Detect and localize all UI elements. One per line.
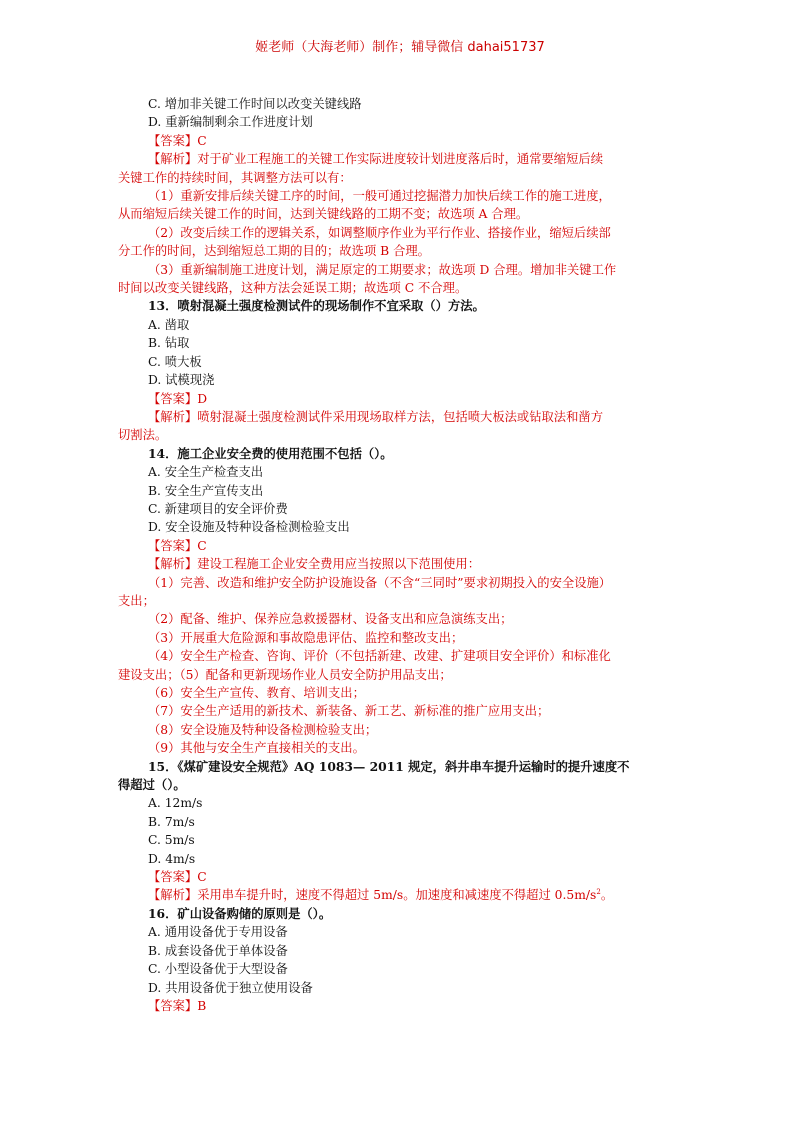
q15-explanation-line	[118, 886, 688, 904]
q13-option-b: B. 钻取	[148, 336, 190, 351]
q12-option-c: C. 增加非关键工作时间以改变关键线路	[148, 97, 362, 111]
q16-answer: 【答案】B	[148, 998, 207, 1013]
q14-explanation-line: （7）安全生产适用的新技术、新装备、新工艺、新标准的推广应用支出；	[148, 704, 550, 719]
q16-stem: 16．矿山设备购储的原则是（）。	[148, 905, 332, 921]
q13-explanation-line: 切割法。	[118, 428, 168, 443]
q12-explanation-line: 【解析】对于矿业工程施工的关键工作实际进度较计划进度落后时，通常要缩短后续	[148, 152, 603, 167]
q12-explanation-line: 分工作的时间，达到缩短总工期的目的；故选项 B 合理。	[118, 244, 430, 259]
q14-explanation-line: （8）安全设施及特种设备检测检验支出；	[148, 722, 378, 737]
q15-explanation-end: 。	[600, 888, 614, 903]
q15-option-b: B. 7m/s	[148, 814, 195, 829]
q15-explanation-text: 【解析】采用串车提升时，速度不得超过 5m/s。加速度和减速度不得超过 0.5m/s	[148, 888, 597, 903]
q15-stem: 15．《煤矿建设安全规范》AQ 1083— 2011 规定，斜井串车提升运输时的提升速度不	[148, 758, 630, 774]
q14-option-d: D. 安全设施及特种设备检测检验支出	[148, 520, 350, 535]
q13-option-a: A. 凿取	[148, 317, 190, 332]
q12-explanation-line: （3）重新编制施工进度计划，满足原定的工期要求；故选项 D 合理。增加非关键工作	[148, 262, 617, 277]
q14-explanation-line: （4）安全生产检查、咨询、评价（不包括新建、改建、扩建项目安全评价）和标准化	[148, 649, 611, 664]
q12-explanation-line: 从而缩短后续关键工作的时间，达到关键线路的工期不变；故选项 A 合理。	[118, 207, 529, 222]
q14-option-c: C. 新建项目的安全评价费	[148, 501, 288, 516]
q15-explanation-superscript: 2	[596, 888, 601, 897]
q12-explanation-line: （2）改变后续工作的逻辑关系，如调整顺序作业为平行作业、搭接作业，缩短后续部	[148, 225, 611, 240]
q14-explanation-line: （9）其他与安全生产直接相关的支出。	[148, 741, 365, 756]
q14-explanation-line: 支出；	[118, 593, 155, 608]
q12-option-d: D. 重新编制剩余工作进度计划	[148, 115, 313, 130]
q15-answer: 【答案】C	[148, 870, 207, 885]
q14-answer: 【答案】C	[148, 538, 207, 553]
q14-option-a: A. 安全生产检查支出	[148, 465, 264, 480]
q16-option-d: D. 共用设备优于独立使用设备	[148, 980, 313, 995]
q15-option-d: D. 4m/s	[148, 851, 196, 866]
q15-stem-continued: 得超过（）。	[118, 777, 186, 793]
q13-answer: 【答案】D	[148, 391, 208, 406]
q13-stem: 13．喷射混凝土强度检测试件的现场制作不宜采取（）方法。	[148, 298, 485, 314]
q13-option-d: D. 试模现浇	[148, 373, 215, 388]
q16-option-c: C. 小型设备优于大型设备	[148, 962, 288, 977]
q14-explanation-line: 【解析】建设工程施工企业安全费用应当按照以下范围使用：	[148, 557, 481, 572]
q14-explanation-line: （1）完善、改造和维护安全防护设施设备（不含“三同时”要求初期投入的安全设施）	[148, 575, 612, 590]
q12-explanation-line: 关键工作的持续时间，其调整方法可以有：	[118, 170, 352, 185]
q14-explanation-line: 建设支出；（5）配备和更新现场作业人员安全防护用品支出；	[118, 667, 452, 682]
q14-explanation-line: （3）开展重大危险源和事故隐患评估、监控和整改支出；	[148, 630, 464, 645]
q14-stem: 14．施工企业安全费的使用范围不包括（）。	[148, 445, 393, 461]
q13-option-c: C. 喷大板	[148, 354, 202, 369]
document-body	[118, 95, 688, 1015]
q13-explanation-line: 【解析】喷射混凝土强度检测试件采用现场取样方法，包括喷大板法或钻取法和凿方	[148, 409, 603, 424]
q12-explanation-line: （1）重新安排后续关键工序的时间，一般可通过挖掘潜力加快后续工作的施工进度，	[148, 189, 611, 204]
q12-explanation-line: 时间以改变关键线路，这种方法会延误工期；故选项 C 不合理。	[118, 281, 468, 296]
q14-option-b: B. 安全生产宣传支出	[148, 483, 264, 498]
q14-explanation-line: （2）配备、维护、保养应急救援器材、设备支出和应急演练支出；	[148, 612, 513, 627]
q15-option-c: C. 5m/s	[148, 833, 195, 848]
page-header: 姬老师（大海老师）制作；辅导微信 dahai51737	[255, 40, 545, 55]
q16-option-a: A. 通用设备优于专用设备	[148, 925, 288, 940]
q12-answer: 【答案】C	[148, 133, 207, 148]
q15-option-a: A. 12m/s	[148, 796, 203, 811]
q16-option-b: B. 成套设备优于单体设备	[148, 943, 288, 958]
q14-explanation-line: （6）安全生产宣传、教育、培训支出；	[148, 686, 365, 700]
